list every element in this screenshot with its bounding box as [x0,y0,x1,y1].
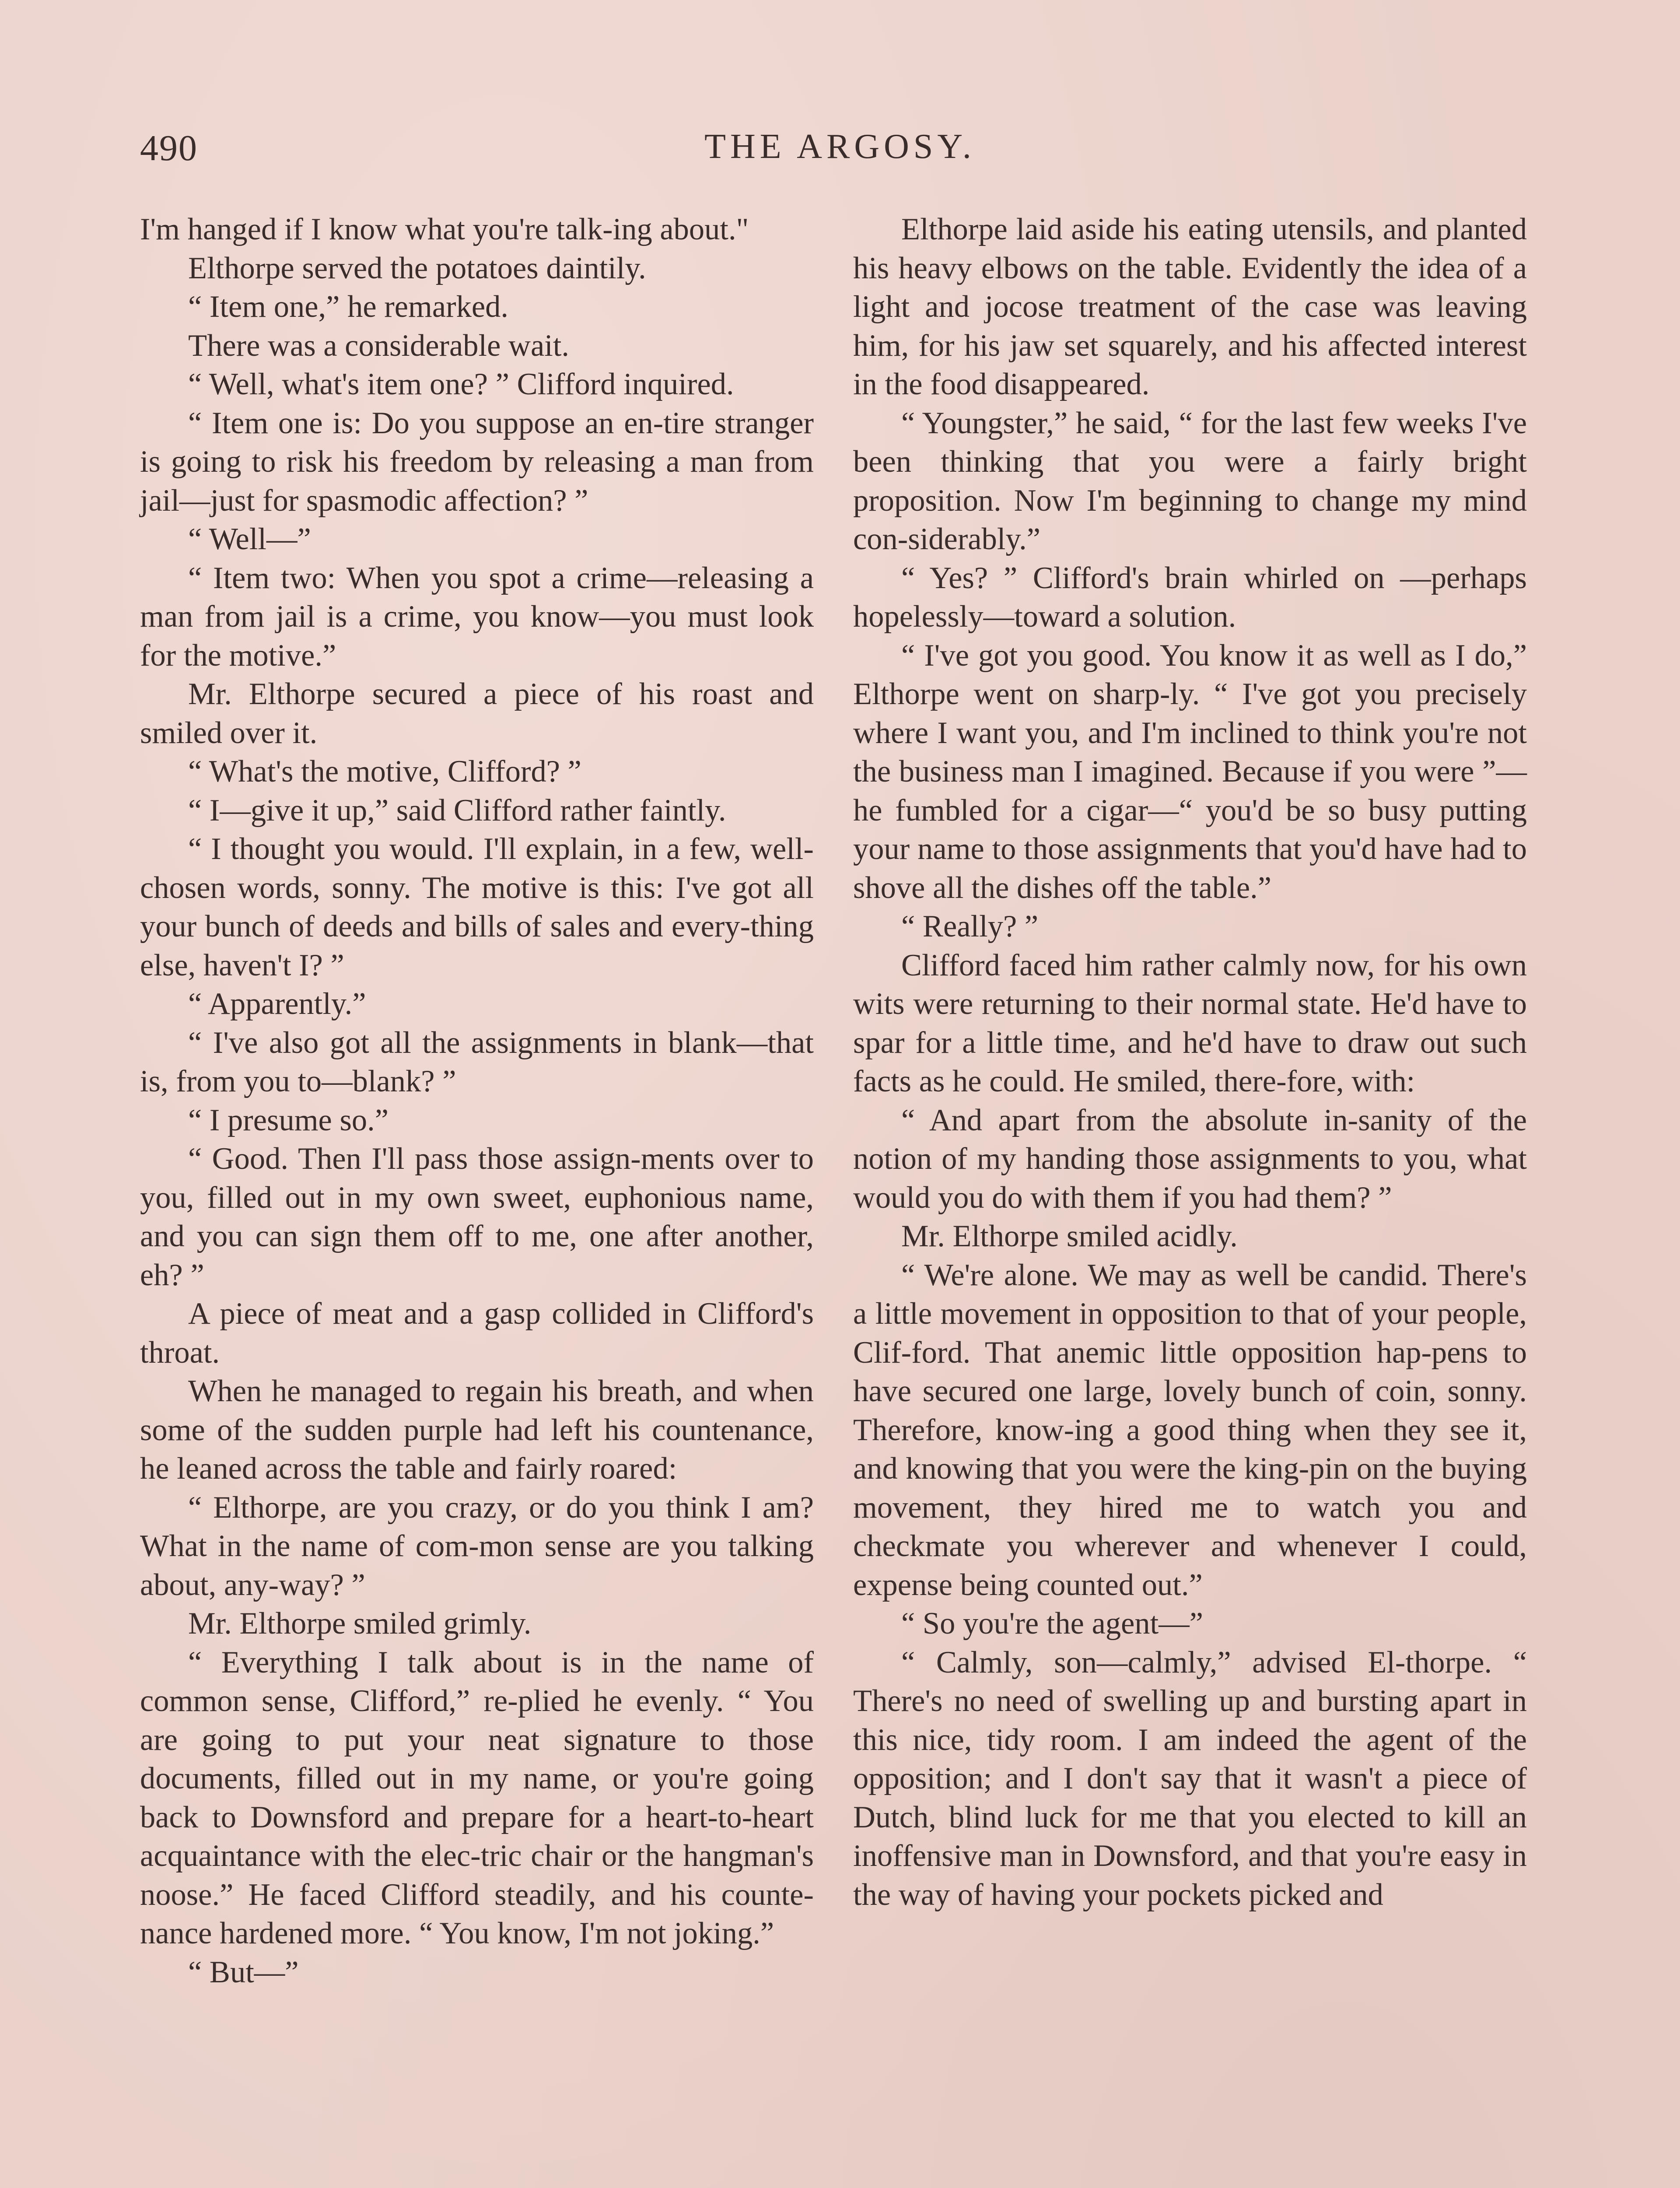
paragraph: Elthorpe served the potatoes daintily. [188,251,646,285]
paragraph: “ Item one,” he remarked. [188,290,509,324]
paragraph: “ I thought you would. I'll explain, in a few, well-chosen words, sonny. The motive is this: I've got all your bunch of deeds and bills of sales and every-thing else, haven't I? ” [140,832,814,982]
paragraph: “ Really? ” [901,909,1039,943]
paragraph: “ Apparently.” [188,987,366,1021]
left-column [140,210,814,1992]
paragraph: Mr. Elthorpe smiled acidly. [901,1219,1238,1253]
paragraph: Clifford faced him rather calmly now, for his own wits were returning to their normal state. He'd have to spar for a little time, and he'd have to draw out such facts as he could. He smiled, there-fore, with: [853,948,1527,1098]
paragraph: “ Elthorpe, are you crazy, or do you think I am? What in the name of com-mon sense are you talking about, any-way? ” [140,1490,814,1602]
paragraph: “ What's the motive, Clifford? ” [188,754,581,789]
paragraph: “ Well—” [188,522,311,556]
paragraph: “ Yes? ” Clifford's brain whirled on —perhaps hopelessly—toward a solution. [853,561,1527,634]
paragraph: “ Calmly, son—calmly,” advised El-thorpe. “ There's no need of swelling up and bursting apart in this nice, tidy room. I am indeed the agent of the opposition; and I don't say that it wasn't a piece of Dutch, blind luck for me that you elected to kill an inoffensive man in Downsford, and that you're easy in the way of having your pockets picked and [853,1645,1527,1912]
page-number: 490 [140,128,198,168]
page-header [140,127,1540,175]
paragraph: There was a considerable wait. [188,328,570,363]
running-head: THE ARGOSY. [704,127,976,166]
paragraph: A piece of meat and a gasp collided in Clifford's throat. [140,1297,814,1370]
paragraph: Mr. Elthorpe smiled grimly. [188,1606,532,1641]
paragraph: “ We're alone. We may as well be candid. There's a little movement in opposition to that of your people, Clif-ford. That anemic little opposition hap-pens to have secured one large, lovely bunch of coin, sonny. Therefore, know-ing a good thing when they see it, and knowing that you were the king-pin on the buying movement, they hired me to watch you and checkmate you wherever and whenever I could, expense being counted out.” [853,1258,1527,1602]
paragraph: Mr. Elthorpe secured a piece of his roast and smiled over it. [140,677,814,750]
paragraph: I'm hanged if I know what you're talk-ing about." [140,212,749,246]
paragraph: “ I've got you good. You know it as well as I do,” Elthorpe went on sharp-ly. “ I've got you precisely where I want you, and I'm inclined to think you're not the business man I imagined. Because if you were ”—he fumbled for a cigar—“ you'd be so busy putting your name to those assignments that you'd have had to shove all the dishes off the table.” [853,638,1527,905]
right-column [853,210,1527,1914]
paragraph: “ I presume so.” [188,1103,389,1137]
paragraph: “ I've also got all the assignments in blank—that is, from you to—blank? ” [140,1025,814,1098]
paragraph: Elthorpe laid aside his eating utensils, and planted his heavy elbows on the table. Evidently the idea of a light and jocose treatment of the case was leaving him, for his jaw set squarely, and his affected interest in the food disappeared. [853,212,1527,401]
paragraph: “ Youngster,” he said, “ for the last few weeks I've been thinking that you were a fairly bright proposition. Now I'm beginning to change my mind con-siderably.” [853,406,1527,556]
paragraph: “ And apart from the absolute in-sanity of the notion of my handing those assignments to you, what would you do with them if you had them? ” [853,1103,1527,1215]
paragraph: “ Good. Then I'll pass those assign-ments over to you, filled out in my own sweet, euphonious name, and you can sign them off to me, one after another, eh? ” [140,1142,814,1292]
paragraph: “ Item one is: Do you suppose an en-tire stranger is going to risk his freedom by releasing a man from jail—just for spasmodic affection? ” [140,406,814,518]
paragraph: “ Well, what's item one? ” Clifford inquired. [188,367,734,401]
paragraph: “ Item two: When you spot a crime—releasing a man from jail is a crime, you know—you must look for the motive.” [140,561,814,673]
paragraph: “ But—” [188,1955,299,1989]
paragraph: “ So you're the agent—” [901,1606,1204,1641]
paragraph: “ Everything I talk about is in the name of common sense, Clifford,” re-plied he evenly. “ You are going to put your neat signature to those documents, filled out in my name, or you're going back to Downsford and prepare for a heart-to-heart acquaintance with the elec-tric chair or the hangman's noose.” He faced Clifford steadily, and his counte-nance hardened more. “ You know, I'm not joking.” [140,1645,814,1950]
paragraph: When he managed to regain his breath, and when some of the sudden purple had left his countenance, he leaned across the table and fairly roared: [140,1374,814,1486]
paragraph: “ I—give it up,” said Clifford rather faintly. [188,793,726,828]
